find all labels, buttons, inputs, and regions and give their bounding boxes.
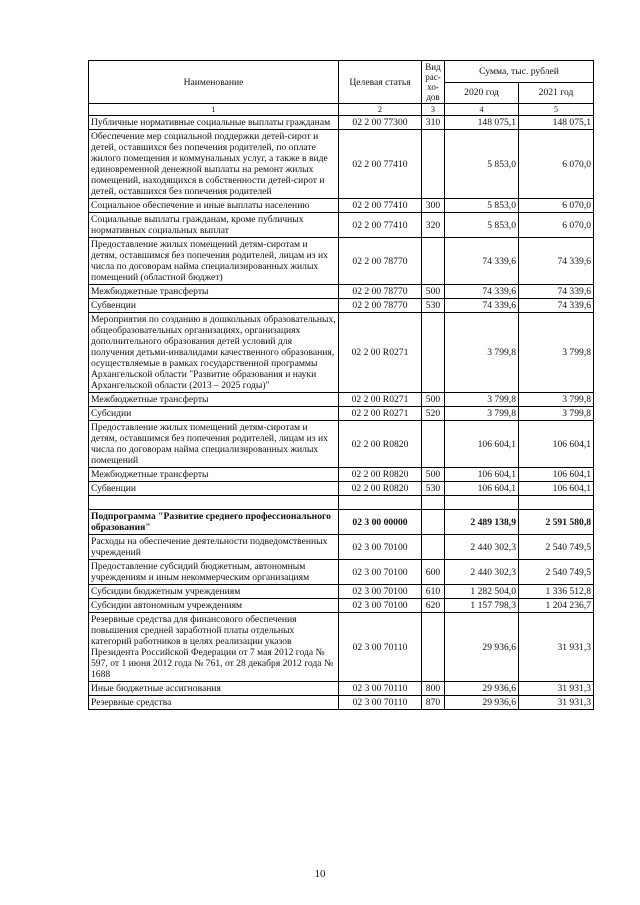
row-target-code: 02 3 00 70110: [339, 613, 422, 682]
row-name: Мероприятия по созданию в дошкольных образовательных, общеобразовательных организациях, организациях дополнительного образования детей условий для получения детьми-инвалидами качественного образования, осуществляемые в рамках государственной программы Архангельской области "Развитие образования и науки Архангельской области (2013 – 2025 годы)": [89, 313, 339, 393]
row-expense-kind: 530: [422, 299, 445, 313]
row-name: Предоставление жилых помещений детям-сиротам и детям, оставшимся без попечения родителей, лицам из их числа по договорам найма специализированных жилых помещений: [89, 421, 339, 468]
column-number: 2: [339, 104, 422, 116]
row-target-code: 02 2 00 78770: [339, 299, 422, 313]
row-name: Предоставление субсидий бюджетным, автономным учреждениям и иным некоммерческим организациям: [89, 560, 339, 585]
header-kind: Вид рас-хо-дов: [422, 61, 445, 104]
row-target-code: 02 3 00 70100: [339, 599, 422, 613]
table-row: [89, 535, 594, 560]
row-sum-2021: 1 204 236,7: [519, 599, 594, 613]
header-name: Наименование: [89, 61, 339, 104]
row-sum-2020: 1 282 504,0: [445, 585, 519, 599]
row-target-code: 02 2 00 77410: [339, 130, 422, 199]
table-row: [89, 696, 594, 710]
budget-table: [88, 60, 594, 710]
row-sum-2021: 106 604,1: [519, 482, 594, 496]
table-row: [89, 299, 594, 313]
row-expense-kind: 500: [422, 468, 445, 482]
row-sum-2021: 148 075,1: [519, 116, 594, 130]
row-sum-2020: 74 339,6: [445, 285, 519, 299]
table-row: [89, 213, 594, 238]
row-name: Межбюджетные трансферты: [89, 393, 339, 407]
table-row: [89, 393, 594, 407]
row-sum-2020: 29 936,6: [445, 682, 519, 696]
row-sum-2020: 106 604,1: [445, 421, 519, 468]
row-name: Резервные средства: [89, 696, 339, 710]
row-target-code: 02 3 00 70110: [339, 682, 422, 696]
row-expense-kind: 800: [422, 682, 445, 696]
row-name: Предоставление жилых помещений детям-сиротам и детям, оставшимся без попечения родителей, лицам из их числа по договорам найма специализированных жилых помещений (областной бюджет): [89, 238, 339, 285]
row-target-code: 02 2 00 77300: [339, 116, 422, 130]
row-sum-2021: 74 339,6: [519, 238, 594, 285]
row-sum-2021: 106 604,1: [519, 468, 594, 482]
row-name: Публичные нормативные социальные выплаты гражданам: [89, 116, 339, 130]
row-target-code: 02 2 00 77410: [339, 199, 422, 213]
row-sum-2021: 6 070,0: [519, 130, 594, 199]
table-row: [89, 496, 594, 510]
table-row: [89, 613, 594, 682]
row-expense-kind: [422, 535, 445, 560]
row-sum-2020: 5 853,0: [445, 213, 519, 238]
row-name: Подпрограмма "Развитие среднего профессионального образования": [89, 510, 339, 535]
row-expense-kind: 870: [422, 696, 445, 710]
row-sum-2020: 29 936,6: [445, 696, 519, 710]
row-expense-kind: [422, 510, 445, 535]
row-expense-kind: [422, 613, 445, 682]
row-sum-2021: 74 339,6: [519, 285, 594, 299]
row-sum-2021: [519, 496, 594, 510]
row-expense-kind: 530: [422, 482, 445, 496]
row-expense-kind: 500: [422, 393, 445, 407]
row-expense-kind: [422, 421, 445, 468]
column-number: 5: [519, 104, 594, 116]
table-body: [89, 116, 594, 710]
row-name: Социальные выплаты гражданам, кроме публичных нормативных социальных выплат: [89, 213, 339, 238]
row-target-code: 02 3 00 70100: [339, 560, 422, 585]
row-name: Субвенции: [89, 482, 339, 496]
table-row: [89, 682, 594, 696]
header-year-2020: 2020 год: [445, 82, 519, 104]
table-row: [89, 421, 594, 468]
row-expense-kind: [422, 313, 445, 393]
row-sum-2020: 2 440 302,3: [445, 535, 519, 560]
row-name: Субсидии автономным учреждениям: [89, 599, 339, 613]
row-sum-2021: 31 931,3: [519, 682, 594, 696]
row-expense-kind: [422, 238, 445, 285]
row-target-code: 02 2 00 78770: [339, 285, 422, 299]
row-sum-2021: 74 339,6: [519, 299, 594, 313]
row-expense-kind: 600: [422, 560, 445, 585]
row-expense-kind: 610: [422, 585, 445, 599]
row-name: [89, 496, 339, 510]
row-sum-2021: 2 591 580,8: [519, 510, 594, 535]
row-sum-2021: 6 070,0: [519, 199, 594, 213]
row-expense-kind: 300: [422, 199, 445, 213]
row-sum-2021: 1 336 512,8: [519, 585, 594, 599]
row-sum-2020: 3 799,8: [445, 393, 519, 407]
row-sum-2020: [445, 496, 519, 510]
row-sum-2021: 3 799,8: [519, 393, 594, 407]
row-expense-kind: [422, 496, 445, 510]
row-sum-2020: 29 936,6: [445, 613, 519, 682]
row-target-code: 02 3 00 00000: [339, 510, 422, 535]
row-name: Субсидии: [89, 407, 339, 421]
row-sum-2020: 74 339,6: [445, 238, 519, 285]
row-sum-2021: 6 070,0: [519, 213, 594, 238]
page-number: 10: [314, 868, 326, 880]
table-row: [89, 585, 594, 599]
row-target-code: 02 3 00 70100: [339, 535, 422, 560]
column-number: 1: [89, 104, 339, 116]
row-sum-2020: 3 799,8: [445, 407, 519, 421]
row-sum-2021: 3 799,8: [519, 313, 594, 393]
row-sum-2020: 2 440 302,3: [445, 560, 519, 585]
row-expense-kind: 310: [422, 116, 445, 130]
header-sum: Сумма, тыс. рублей: [445, 61, 594, 83]
row-target-code: 02 3 00 70100: [339, 585, 422, 599]
row-sum-2020: 5 853,0: [445, 130, 519, 199]
table-row: [89, 130, 594, 199]
row-sum-2020: 106 604,1: [445, 482, 519, 496]
row-name: Субвенции: [89, 299, 339, 313]
header-year-2021: 2021 год: [519, 82, 594, 104]
row-sum-2020: 148 075,1: [445, 116, 519, 130]
row-sum-2021: 31 931,3: [519, 696, 594, 710]
row-sum-2020: 3 799,8: [445, 313, 519, 393]
row-expense-kind: 520: [422, 407, 445, 421]
row-target-code: 02 2 00 R0820: [339, 421, 422, 468]
row-expense-kind: 500: [422, 285, 445, 299]
table-row: [89, 482, 594, 496]
row-sum-2020: 5 853,0: [445, 199, 519, 213]
row-target-code: 02 2 00 R0820: [339, 468, 422, 482]
row-sum-2020: 2 489 138,9: [445, 510, 519, 535]
row-target-code: 02 2 00 77410: [339, 213, 422, 238]
row-sum-2020: 74 339,6: [445, 299, 519, 313]
header-target: Целевая статья: [339, 61, 422, 104]
row-name: Межбюджетные трансферты: [89, 468, 339, 482]
row-name: Иные бюджетные ассигнования: [89, 682, 339, 696]
row-sum-2021: 2 540 749,5: [519, 560, 594, 585]
table-row: [89, 560, 594, 585]
column-number: 3: [422, 104, 445, 116]
table-row: [89, 313, 594, 393]
row-name: Социальное обеспечение и иные выплаты населению: [89, 199, 339, 213]
row-name: Резервные средства для финансового обеспечения повышения средней заработной платы отдельных категорий работников в целях реализации указов Президента Российской Федерации от 7 мая 2012 года № 597, от 1 июня 2012 года № 761, от 28 декабря 2012 года № 1688: [89, 613, 339, 682]
table-row: [89, 407, 594, 421]
row-sum-2021: 2 540 749,5: [519, 535, 594, 560]
row-target-code: 02 2 00 78770: [339, 238, 422, 285]
row-target-code: 02 2 00 R0271: [339, 407, 422, 421]
column-number: 4: [445, 104, 519, 116]
table-row: [89, 510, 594, 535]
row-target-code: 02 2 00 R0271: [339, 393, 422, 407]
row-expense-kind: 620: [422, 599, 445, 613]
row-name: Расходы на обеспечение деятельности подведомственных учреждений: [89, 535, 339, 560]
row-name: Субсидии бюджетным учреждениям: [89, 585, 339, 599]
row-sum-2021: 3 799,8: [519, 407, 594, 421]
row-name: Обеспечение мер социальной поддержки детей-сирот и детей, оставшихся без попечения родителей, по оплате жилого помещения и коммунальных услуг, а также в виде единовременной денежной выплаты на ремонт жилых помещений, находящихся в собственности детей-сирот и детей, оставшихся без попечения родителей: [89, 130, 339, 199]
table-row: [89, 116, 594, 130]
row-sum-2020: 1 157 798,3: [445, 599, 519, 613]
row-sum-2020: 106 604,1: [445, 468, 519, 482]
table-row: [89, 199, 594, 213]
table-row: [89, 285, 594, 299]
row-expense-kind: 320: [422, 213, 445, 238]
table-row: [89, 238, 594, 285]
table-row: [89, 468, 594, 482]
row-name: Межбюджетные трансферты: [89, 285, 339, 299]
row-sum-2021: 106 604,1: [519, 421, 594, 468]
row-expense-kind: [422, 130, 445, 199]
row-target-code: 02 2 00 R0271: [339, 313, 422, 393]
row-target-code: [339, 496, 422, 510]
row-sum-2021: 31 931,3: [519, 613, 594, 682]
table-row: [89, 599, 594, 613]
row-target-code: 02 3 00 70110: [339, 696, 422, 710]
row-target-code: 02 2 00 R0820: [339, 482, 422, 496]
